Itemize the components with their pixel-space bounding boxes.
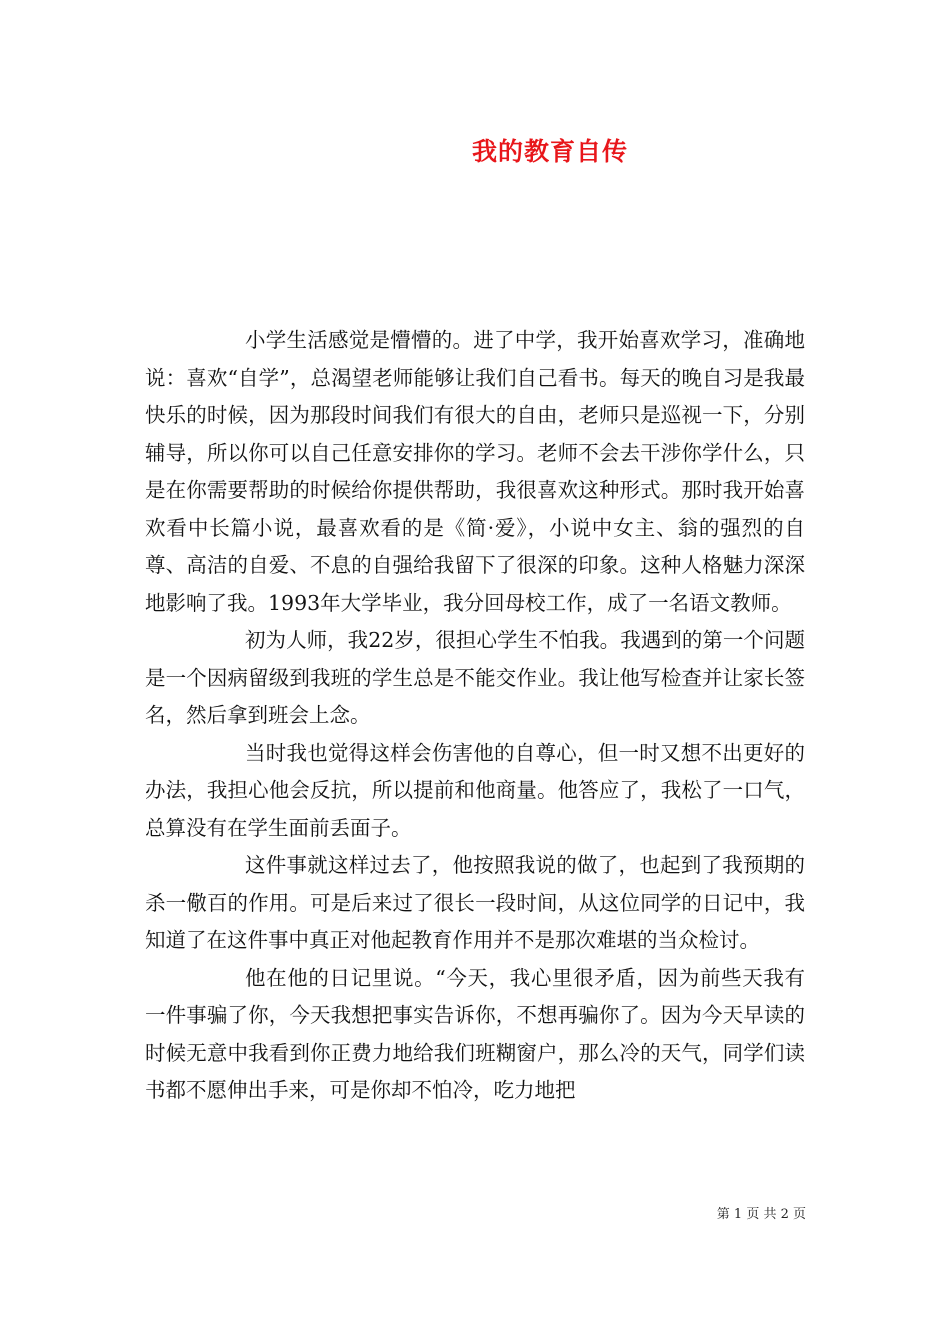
document-title: 我的教育自传	[471, 137, 628, 166]
paragraph-1: 小学生活感觉是懵懵的。进了中学，我开始喜欢学习，准确地说：喜欢“自学”，总渴望老师能够让我们自己看书。每天的晚自习是我最快乐的时候，因为那段时间我们有很大的自由，老师只是巡视一下，分别辅导，所以你可以自己任意安排你的学习。老师不会去干涉你学什么，只是在你需要帮助的时候给你提供帮助，我很喜欢这种形式。那时我开始喜欢看中长篇小说，最喜欢看的是《简·爱》，小说中女主、翁的强烈的自尊、高洁的自爱、不息的自强给我留下了很深的印象。这种人格魅力深深地影响了我。1993年大学毕业，我分回母校工作，成了一名语文教师。	[145, 328, 805, 615]
paragraph-5: 他在他的日记里说。“今天，我心里很矛盾，因为前些天我有一件事骗了你，今天我想把事实告诉你，不想再骗你了。因为今天早读的时候无意中我看到你正费力地给我们班糊窗户，那么冷的天气，同学们读书都不愿伸出手来，可是你却不怕冷，吃力地把	[145, 965, 805, 1102]
paragraph-4: 这件事就这样过去了，他按照我说的做了，也起到了我预期的杀一儆百的作用。可是后来过了很长一段时间，从这位同学的日记中，我知道了在这件事中真正对他起教育作用并不是那次难堪的当众检讨。	[145, 853, 805, 952]
paragraph-2: 初为人师，我22岁，很担心学生不怕我。我遇到的第一个问题是一个因病留级到我班的学生总是不能交作业。我让他写检查并让家长签名，然后拿到班会上念。	[145, 628, 805, 727]
paragraph-3: 当时我也觉得这样会伤害他的自尊心，但一时又想不出更好的办法，我担心他会反抗，所以提前和他商量。他答应了，我松了一口气，总算没有在学生面前丢面子。	[145, 740, 805, 840]
page-number-footer: 第 1 页 共 2 页	[716, 1207, 806, 1222]
document-body	[145, 322, 805, 1110]
